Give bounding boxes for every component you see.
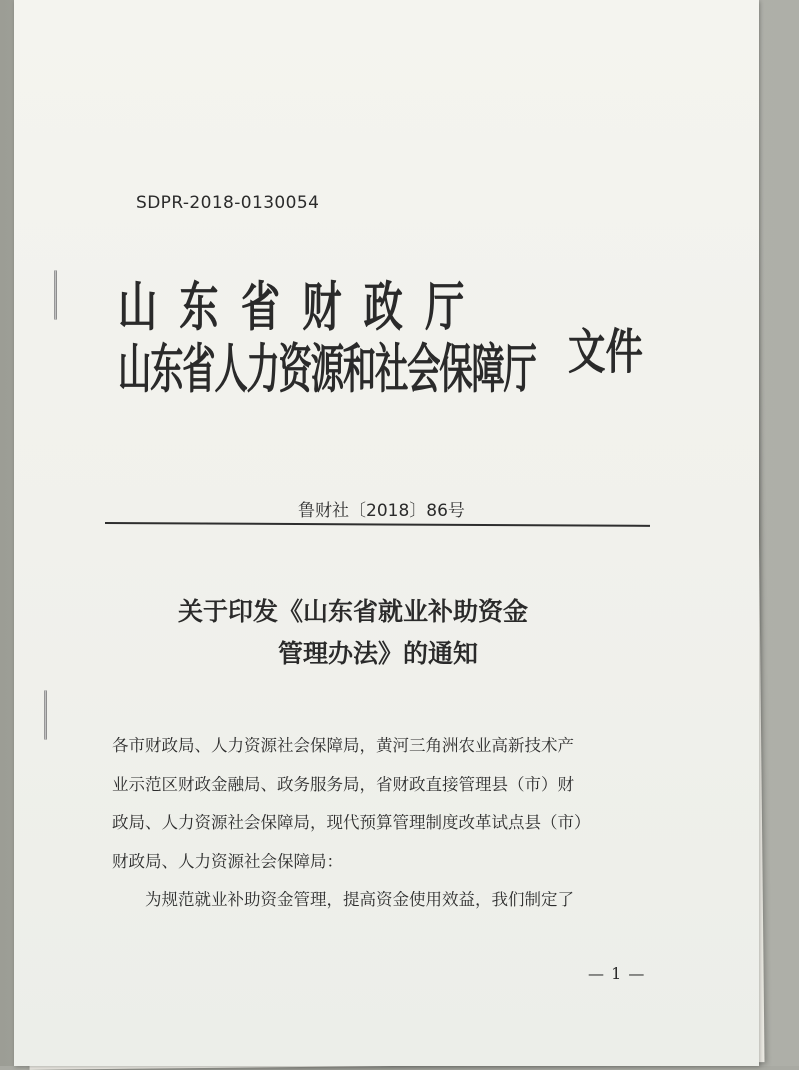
notice-body (112, 727, 652, 920)
document-code: SDPR-2018-0130054 (136, 193, 320, 213)
body-line: 各市财政局、人力资源社会保障局，黄河三角洲农业高新技术产 (112, 736, 574, 755)
notice-title-line-2: 管理办法》的通知 (278, 639, 479, 668)
document-type: 文件 (568, 324, 643, 380)
body-line: 财政局、人力资源社会保障局： (112, 851, 343, 871)
issuer-heading (118, 275, 558, 401)
issuer-line-finance: 山东省财政厅 (118, 276, 487, 338)
notice-title-line-1: 关于印发《山东省就业补助资金 (178, 597, 529, 626)
body-paragraph: 为规范就业补助资金管理，提高资金使用效益，我们制定了 (145, 890, 574, 909)
issuer-line-hrss: 山东省人力资源和社会保障厅 (118, 338, 536, 400)
body-line: 业示范区财政金融局、政务服务局，省财政直接管理县（市）财 (112, 774, 574, 794)
staple-bottom (44, 690, 47, 740)
document-number: 鲁财社〔2018〕86号 (298, 501, 465, 521)
page-number: — 1 — (588, 964, 646, 983)
staple-top (54, 270, 57, 320)
notice-title (178, 591, 608, 675)
body-line: 政局、人力资源社会保障局，现代预算管理制度改革试点县（市） (112, 813, 591, 832)
